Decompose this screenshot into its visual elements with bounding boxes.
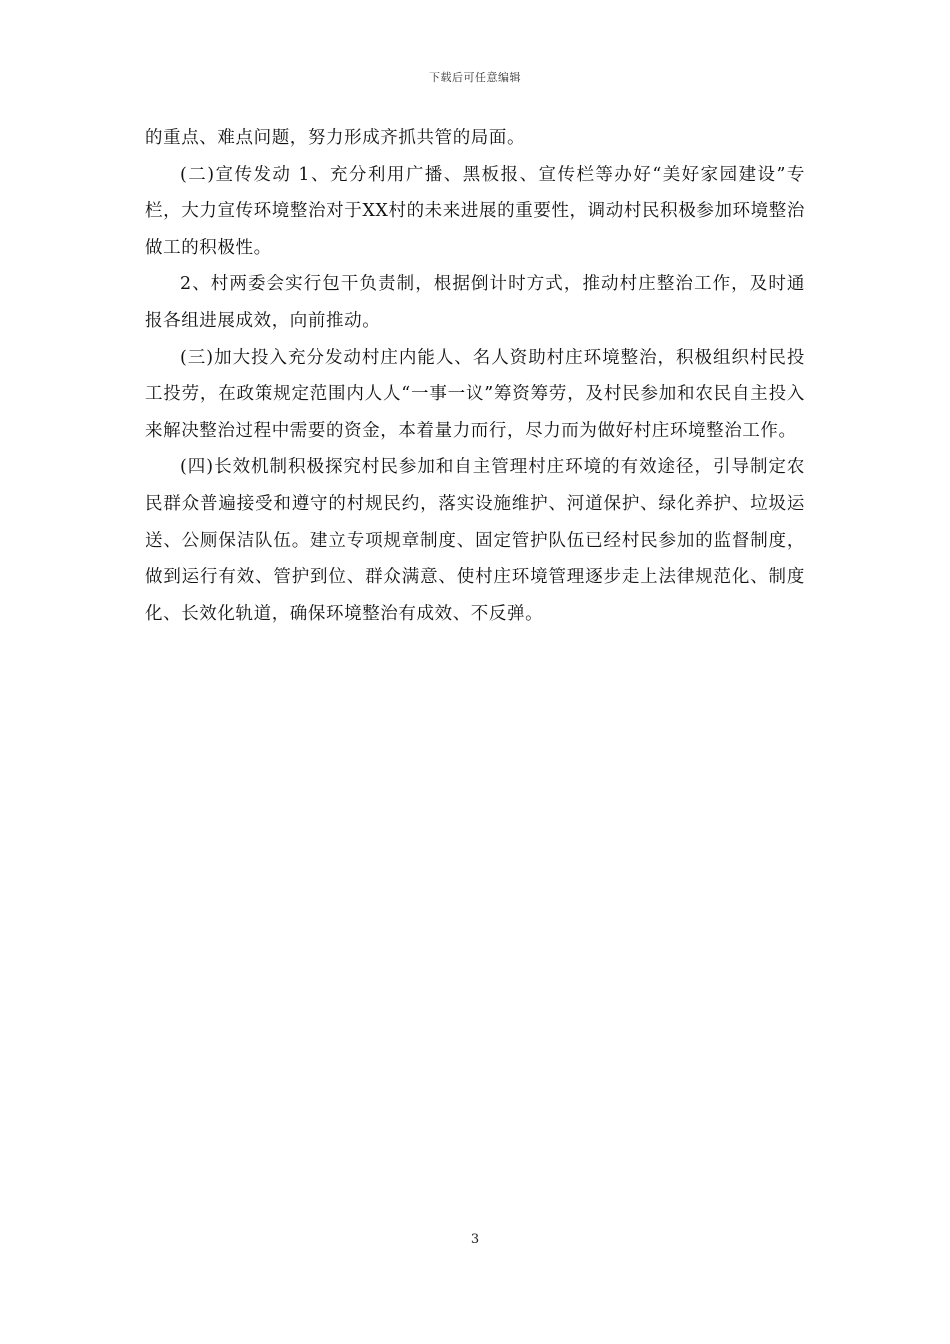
page-number: 3 — [470, 1232, 480, 1247]
paragraph-long-term-mechanism: (四)长效机制积极探究村民参加和自主管理村庄环境的有效途径，引导制定农民群众普遍接受和遵守的村规民约，落实设施维护、河道保护、绿化养护、垃圾运送、公厕保洁队伍。建立专项规章制度、固定管护队伍已经村民参加的监督制度，做到运行有效、管护到位、群众满意、使村庄环境管理逐步走上法律规范化、制度化、长效化轨道，确保环境整治有成效、不反弹。 — [145, 457, 805, 624]
paragraph-investment: (三)加大投入充分发动村庄内能人、名人资助村庄环境整治，积极组织村民投工投劳，在政策规定范围内人人“一事一议”筹资筹劳，及村民参加和农民自主投入来解决整治过程中需要的资金，本着量力而行，尽力而为做好村庄环境整治工作。 — [145, 347, 805, 441]
body-text — [145, 120, 805, 632]
paragraph-continuation: 的重点、难点问题，努力形成齐抓共管的局面。 — [145, 128, 526, 148]
header-note: 下载后可任意编辑 — [429, 71, 521, 84]
paragraph-responsibility: 2、村两委会实行包干负责制，根据倒计时方式，推动村庄整治工作，及时通报各组进展成效，向前推动。 — [145, 274, 805, 331]
paragraph-publicity: (二)宣传发动 1、充分利用广播、黑板报、宣传栏等办好“美好家园建设”专栏，大力宣传环境整治对于XX村的未来进展的重要性，调动村民积极参加环境整治做工的积极性。 — [145, 164, 805, 258]
